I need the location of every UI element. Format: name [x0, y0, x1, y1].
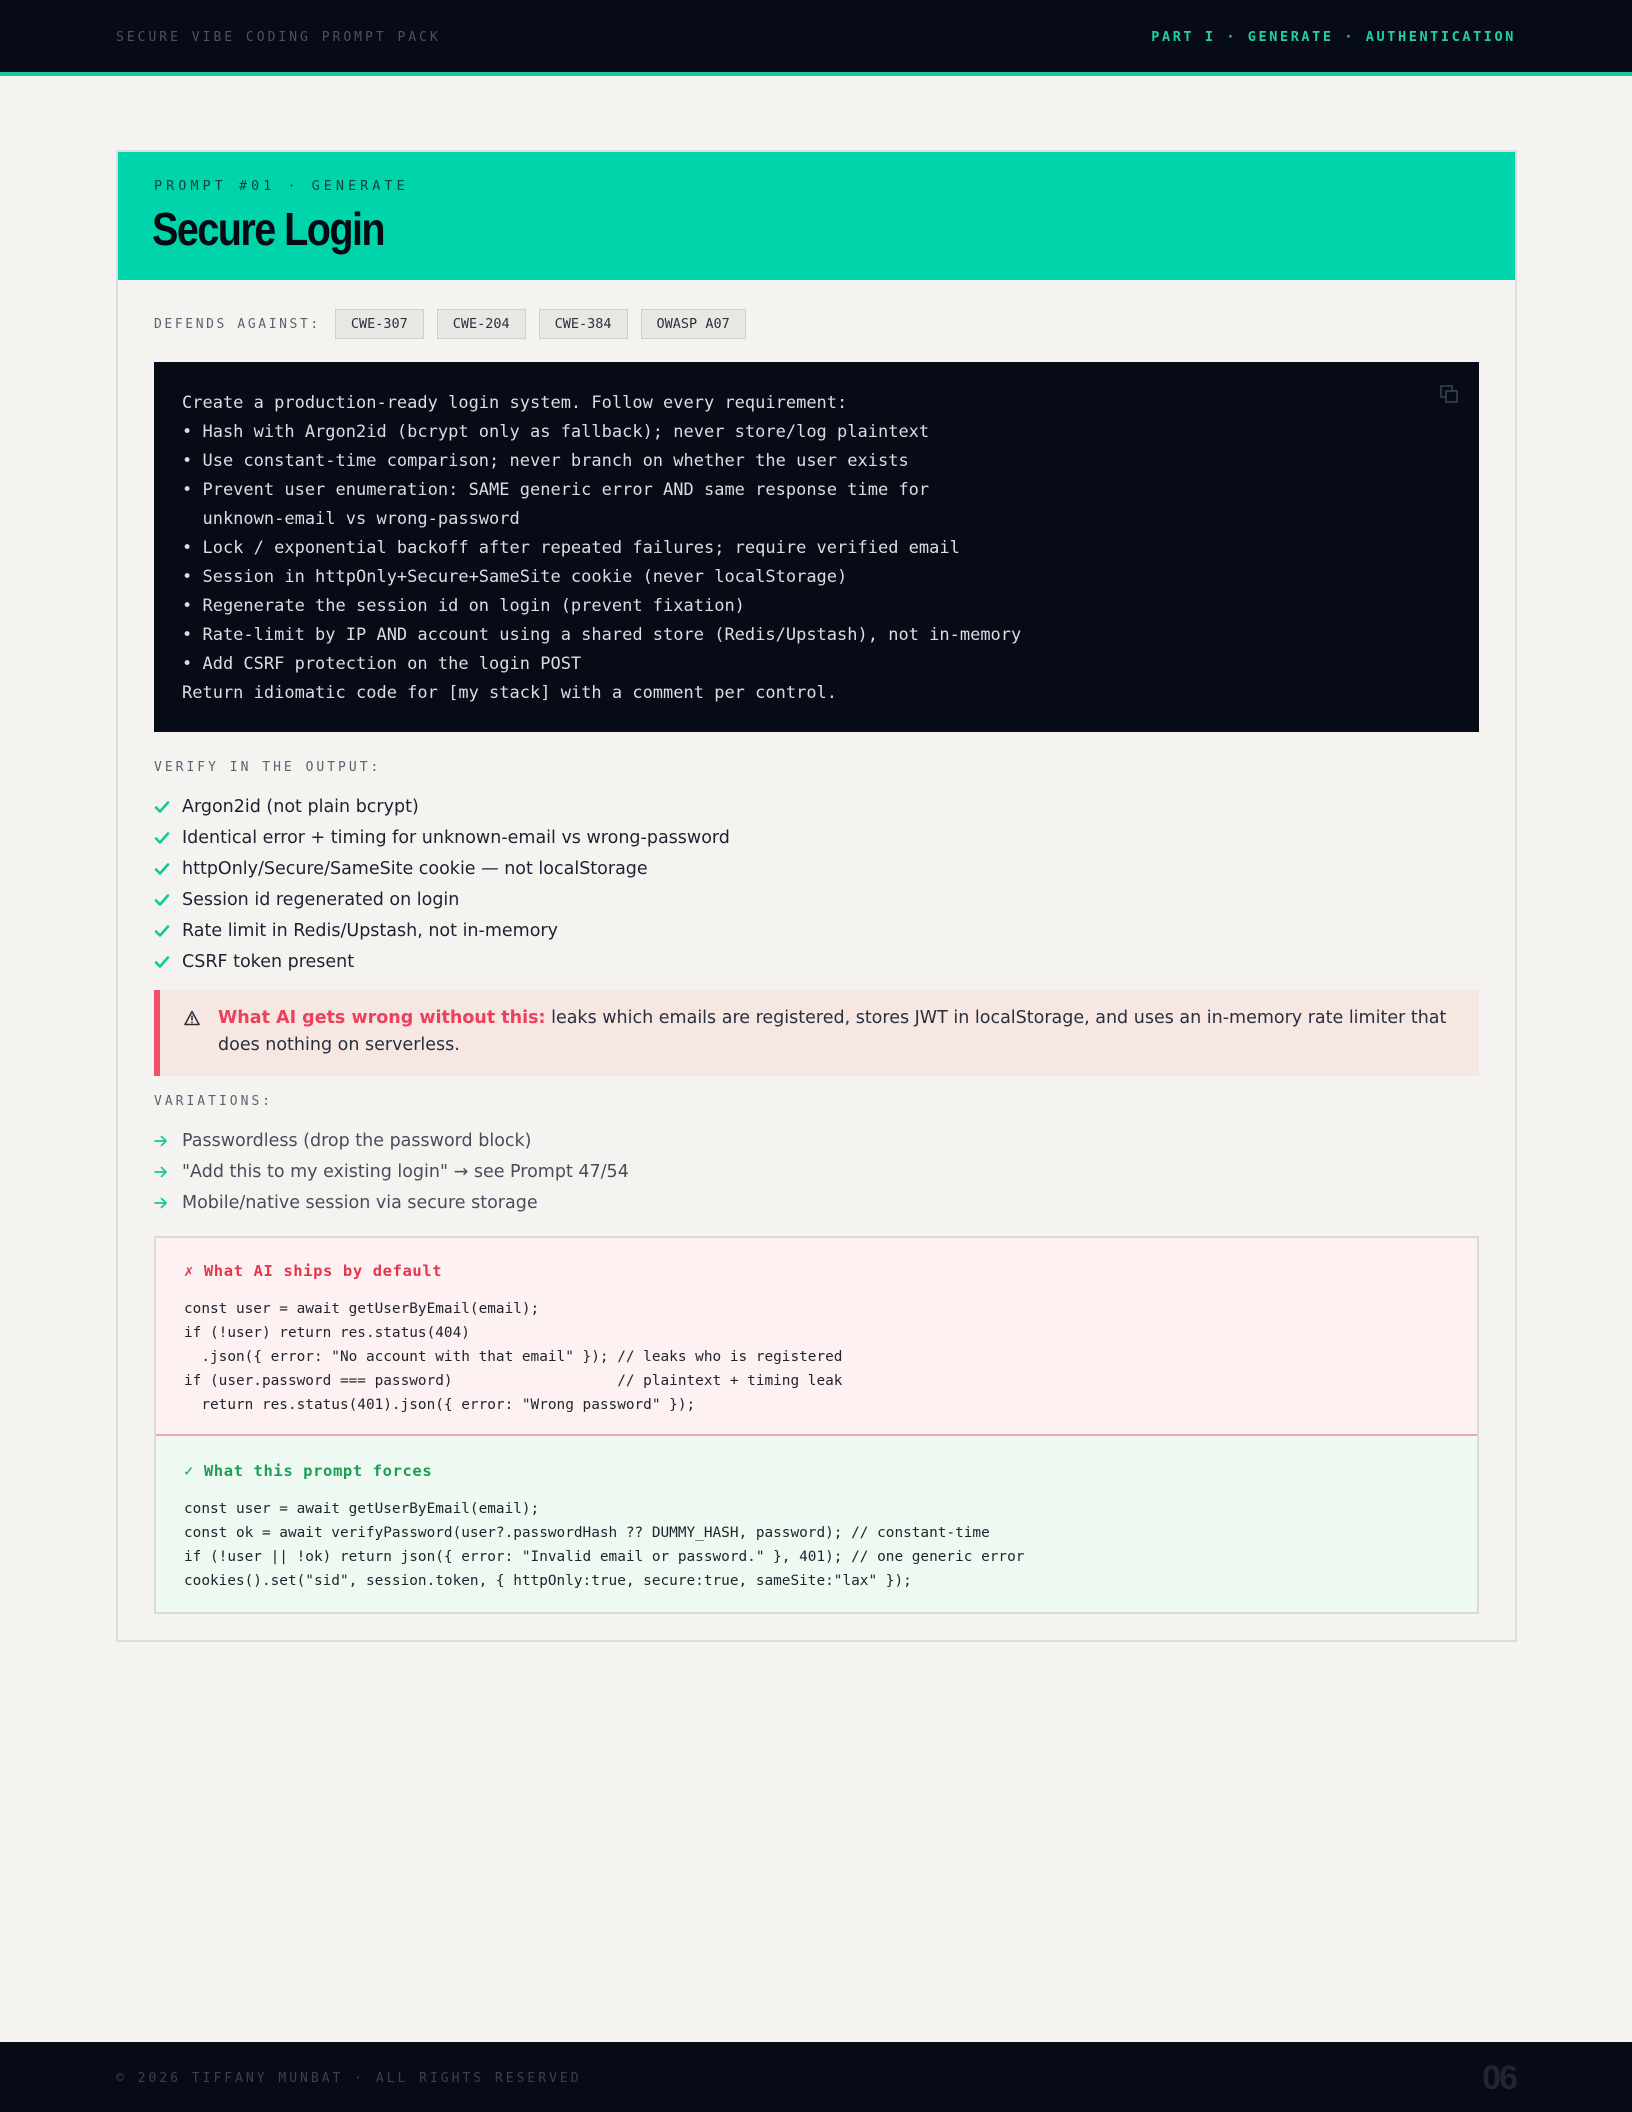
warning-body: leaks which emails are registered, stores JWT in localStorage, and uses an in-memory rate limiter that does nothing on serverless.	[218, 1008, 1447, 1055]
warning-heading: What AI gets wrong without this:	[218, 1008, 546, 1028]
secure-code[interactable]	[184, 1497, 1024, 1593]
page-number: 06	[1482, 2059, 1516, 2097]
verify-list	[154, 791, 730, 977]
prompt-line: • Hash with Argon2id (bcrypt only as fallback); never store/log plaintext	[182, 422, 930, 442]
secure-example	[156, 1438, 1477, 1612]
verify-item-label: CSRF token present	[182, 951, 355, 972]
code-line: cookies().set("sid", session.token, { httpOnly:true, secure:true, sameSite:"lax" });	[184, 1573, 912, 1589]
prompt-text[interactable]	[182, 389, 1021, 708]
breadcrumb[interactable]: PART I · GENERATE · AUTHENTICATION	[1151, 29, 1516, 45]
verify-item	[154, 791, 730, 822]
variation-label: "Add this to my existing login" → see Prompt 47/54	[182, 1161, 629, 1182]
variations-label: VARIATIONS:	[154, 1094, 274, 1109]
code-line: if (user.password === password) // plaintext + timing leak	[184, 1373, 843, 1389]
verify-item	[154, 915, 730, 946]
prompt-line: Return idiomatic code for [my stack] with a comment per control.	[182, 683, 838, 703]
prompt-line: Create a production-ready login system. Follow every requirement:	[182, 393, 848, 413]
verify-item	[154, 884, 730, 915]
code-line: const user = await getUserByEmail(email);	[184, 1501, 540, 1517]
warning-icon	[184, 1010, 200, 1026]
code-line: return res.status(401).json({ error: "Wrong password" });	[184, 1397, 696, 1413]
variations-list	[154, 1125, 629, 1218]
arrow-right-icon	[154, 1165, 168, 1179]
code-line: if (!user || !ok) return json({ error: "Invalid email or password." }, 401); // one generic error	[184, 1549, 1025, 1565]
prompt-line: • Rate-limit by IP AND account using a shared store (Redis/Upstash), not in-memory	[182, 625, 1022, 645]
cwe-tag: CWE-307	[335, 309, 424, 339]
warning-text	[218, 1005, 1458, 1059]
insecure-code[interactable]	[184, 1297, 842, 1417]
prompt-line: • Use constant-time comparison; never branch on whether the user exists	[182, 451, 909, 471]
arrow-right-icon	[154, 1196, 168, 1210]
cwe-tag: CWE-204	[437, 309, 526, 339]
code-line: const user = await getUserByEmail(email);	[184, 1301, 540, 1317]
insecure-example	[156, 1238, 1477, 1436]
code-line: .json({ error: "No account with that email" }); // leaks who is registered	[184, 1349, 843, 1365]
verify-item	[154, 946, 730, 977]
brand-name: SECURE VIBE CODING PROMPT PACK	[116, 30, 441, 45]
prompt-line: • Lock / exponential backoff after repeated failures; require verified email	[182, 538, 960, 558]
card-header	[118, 152, 1515, 280]
warning-callout	[154, 990, 1479, 1076]
code-line: if (!user) return res.status(404)	[184, 1325, 470, 1341]
footer	[0, 2042, 1632, 2112]
verify-item-label: Identical error + timing for unknown-email vs wrong-password	[182, 827, 730, 848]
prompt-line: • Prevent user enumeration: SAME generic error AND same response time for	[182, 480, 930, 500]
variation-item	[154, 1156, 629, 1187]
defends-label: DEFENDS AGAINST:	[154, 316, 321, 332]
insecure-title: ✗ What AI ships by default	[184, 1262, 443, 1280]
owasp-tag: OWASP A07	[641, 309, 746, 339]
prompt-code-block	[154, 362, 1479, 732]
copy-icon[interactable]	[1439, 384, 1459, 404]
verify-item-label: httpOnly/Secure/SameSite cookie — not localStorage	[182, 858, 648, 879]
prompt-line: unknown-email vs wrong-password	[182, 509, 520, 529]
secure-title: ✓ What this prompt forces	[184, 1462, 433, 1480]
prompt-eyebrow: PROMPT #01 · GENERATE	[154, 178, 409, 194]
verify-item	[154, 853, 730, 884]
prompt-line: • Session in httpOnly+Secure+SameSite cookie (never localStorage)	[182, 567, 848, 587]
verify-item-label: Rate limit in Redis/Upstash, not in-memory	[182, 920, 558, 941]
verify-label: VERIFY IN THE OUTPUT:	[154, 760, 382, 775]
variation-label: Mobile/native session via secure storage	[182, 1192, 538, 1213]
variation-label: Passwordless (drop the password block)	[182, 1130, 532, 1151]
cwe-tag: CWE-384	[539, 309, 628, 339]
check-icon	[154, 799, 170, 815]
check-icon	[154, 923, 170, 939]
prompt-card	[116, 150, 1517, 1642]
verify-item-label: Argon2id (not plain bcrypt)	[182, 796, 419, 817]
check-icon	[154, 892, 170, 908]
code-comparison	[154, 1236, 1479, 1614]
code-line: const ok = await verifyPassword(user?.passwordHash ?? DUMMY_HASH, password); // constant-time	[184, 1525, 990, 1541]
variation-item	[154, 1125, 629, 1156]
copyright: © 2026 TIFFANY MUNBAT · ALL RIGHTS RESERVED	[116, 2071, 582, 2086]
defends-against	[154, 308, 759, 340]
check-icon	[154, 861, 170, 877]
check-icon	[154, 830, 170, 846]
verify-item	[154, 822, 730, 853]
top-bar	[0, 0, 1632, 76]
verify-item-label: Session id regenerated on login	[182, 889, 460, 910]
page-title: Secure Login	[152, 203, 385, 255]
prompt-line: • Add CSRF protection on the login POST	[182, 654, 582, 674]
check-icon	[154, 954, 170, 970]
prompt-line: • Regenerate the session id on login (prevent fixation)	[182, 596, 745, 616]
variation-item	[154, 1187, 629, 1218]
arrow-right-icon	[154, 1134, 168, 1148]
